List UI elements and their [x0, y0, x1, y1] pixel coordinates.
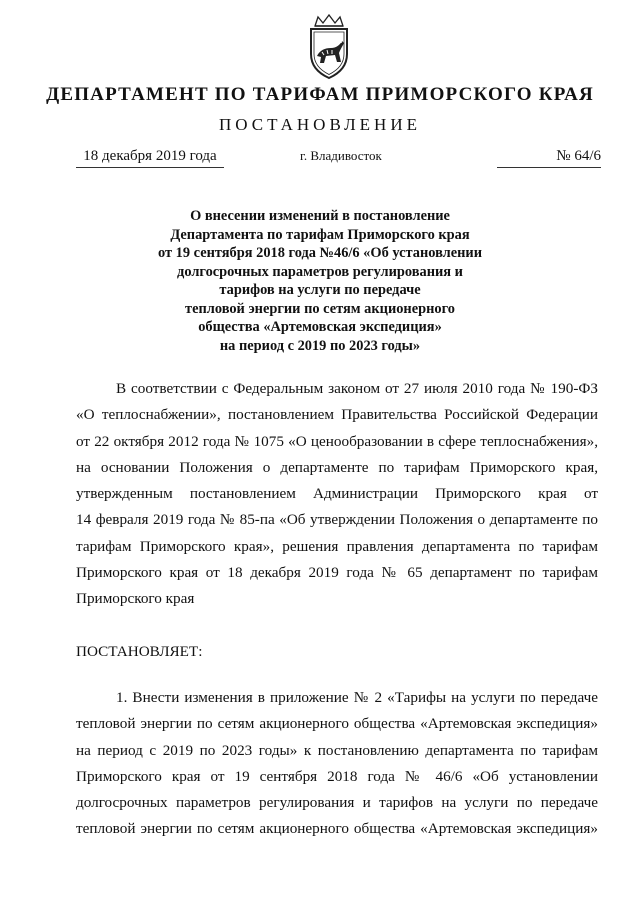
title-line: общества «Артемовская экспедиция»: [198, 319, 442, 335]
title-line: О внесении изменений в постановление: [190, 208, 450, 224]
text-line: тепловой энергии по сетям акционерного общества «Артемовская экспедиция»: [76, 715, 598, 733]
text-line: долгосрочных параметров регулирования и тарифов на услуги по передаче: [76, 794, 598, 812]
decree-word: ПОСТАНОВЛЯЕТ:: [76, 643, 203, 660]
text-line: В соответствии с Федеральным законом от 27 июля 2010 года № 190-ФЗ: [116, 380, 598, 397]
text-line: 14 февраля 2019 года № 85-па «Об утверждении Положения о департаменте по: [76, 511, 598, 529]
document-number: № 64/6: [497, 148, 601, 168]
coat-of-arms-icon: [298, 12, 360, 80]
title-line: от 19 сентября 2018 года №46/6 «Об установлении: [157, 245, 482, 261]
document-title: [120, 207, 520, 355]
text-line: «О теплоснабжении», постановлением Правительства Российской Федерации: [76, 406, 598, 424]
title-line: Департамента по тарифам Приморского края: [170, 226, 470, 243]
text-line: Приморского края от 19 сентября 2018 года № 46/6 «Об установлении: [76, 767, 598, 785]
text-line: утвержденным постановлением Администрации Приморского края от: [76, 485, 598, 503]
document-city: г. Владивосток: [300, 148, 382, 163]
document-date: 18 декабря 2019 года: [76, 148, 224, 168]
text-line: Приморского края: [76, 590, 195, 608]
text-line: на основании Положения о департаменте по тарифам Приморского края,: [76, 458, 598, 476]
title-line: тепловой энергии по сетям акционерного: [185, 300, 455, 317]
text-line: от 22 октября 2012 года № 1075 «О ценообразовании в сфере теплоснабжения»,: [76, 432, 598, 450]
text-line: на период с 2019 по 2023 годы» к постановлению департамента по тарифам: [76, 741, 598, 759]
text-line: Приморского края от 18 декабря 2019 года № 65 департамент по тарифам: [76, 564, 598, 582]
preamble-paragraph: [76, 376, 598, 613]
title-line: долгосрочных параметров регулирования и: [177, 263, 463, 280]
department-name: ДЕПАРТАМЕНТ ПО ТАРИФАМ ПРИМОРСКОГО КРАЯ: [46, 84, 594, 105]
title-line: тарифов на услуги по передаче: [219, 282, 421, 298]
item-1-paragraph: [76, 685, 598, 843]
document-type: ПОСТАНОВЛЕНИЕ: [218, 115, 421, 134]
title-line: на период с 2019 по 2023 годы»: [219, 337, 421, 354]
text-line: тарифам Приморского края», решения правления департамента по тарифам: [76, 537, 598, 555]
text-line: тепловой энергии по сетям акционерного общества «Артемовская экспедиция»: [76, 820, 598, 838]
text-line: 1. Внести изменения в приложение № 2 «Тарифы на услуги по передаче: [116, 689, 598, 706]
